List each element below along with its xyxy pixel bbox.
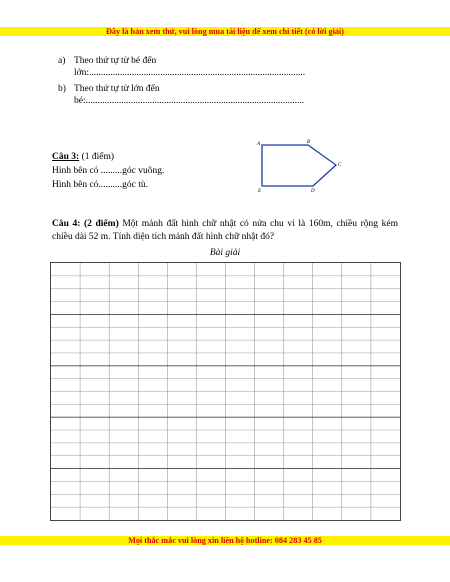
vertex-label-a: A [257,142,261,147]
item-b-line2: bé:............................................................................................ [74,96,305,106]
item-a [58,55,305,79]
question-3-line1: Hình bên có .........góc vuông. [52,166,165,176]
vertex-label-d: D [311,189,315,193]
question-3-line2: Hình bên có..........góc tù. [52,180,149,190]
answer-grid [50,262,401,521]
question-4 [52,218,398,244]
vertex-label-c: C [338,163,342,168]
pentagon-figure [256,138,346,198]
question-3 [52,150,164,192]
item-a-mark: a) [58,56,66,66]
vertex-label-b: B [307,140,311,145]
item-b-line1: Theo thứ tự từ lớn đến [74,84,160,94]
question-3-heading: Câu 3: [52,152,80,162]
hotline-text: Mọi thắc mắc vui lòng xin liên hệ hotline: 084 283 45 85 [128,536,322,545]
question-4-heading: Câu 4: (2 điểm) [52,219,119,229]
item-b [58,83,304,107]
vertex-label-e: E [258,189,262,193]
preview-notice-text: Đây là bản xem thử, vui lòng mua tài liệu để xem chi tiết (có lời giải) [105,27,344,36]
hotline-banner [0,536,450,545]
solution-heading: Bài giải [209,248,241,258]
item-b-mark: b) [58,84,66,94]
question-3-points: (1 điểm) [79,152,115,162]
question-3-title [52,150,164,164]
item-a-line1: Theo thứ tự từ bé đến [74,56,157,66]
item-a-line2: lớn:........................................................................................... [74,68,306,78]
answer-grid-lines [51,263,400,520]
preview-notice-banner [0,27,450,36]
question-4-text: Một mảnh đất hình chữ nhật có nửa chu vi là 160m, chiều rộng kém chiều dài 52 m. Tính diện tích mảnh đất hình chữ nhật đó? [52,219,398,242]
